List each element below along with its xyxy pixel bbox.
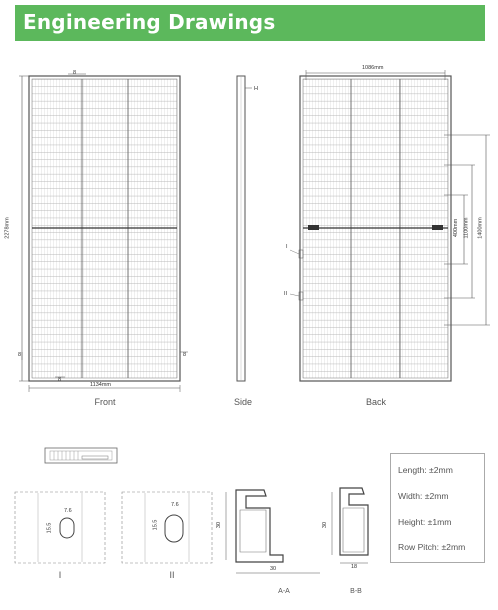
tolerance-box <box>390 453 485 563</box>
detail-ii-slot-width: 7.6 <box>171 502 179 508</box>
detail-i-slot-height: 15.5 <box>46 522 53 534</box>
section-bb-label: B-B <box>350 588 362 595</box>
tolerance-row-pitch: Row Pitch: ±2mm <box>398 542 466 552</box>
section-aa-height: 30 <box>216 521 223 529</box>
section-a-a <box>226 490 320 573</box>
back-view-label: Back <box>365 397 386 407</box>
detail-i-label: I <box>58 570 62 580</box>
front-view <box>19 74 188 392</box>
detail-i <box>15 492 105 563</box>
detail-ii-label: II <box>169 570 175 580</box>
back-width-label: 1086mm <box>362 65 384 71</box>
back-marker-ii: II <box>284 291 288 297</box>
front-right-marker: 8 <box>183 352 187 358</box>
back-marker-i: I <box>286 244 288 250</box>
front-bottom-marker: 8 <box>58 377 62 383</box>
junction-box <box>45 448 117 463</box>
section-b-b <box>332 488 368 563</box>
tolerance-length: Length: ±2mm <box>398 465 453 475</box>
mount-1400-label: 1400mm <box>477 217 484 239</box>
mount-1100-label: 1100mm <box>463 217 470 239</box>
section-aa-depth: 30 <box>270 566 277 572</box>
front-length-label: 2278mm <box>4 217 11 239</box>
section-bb-depth: 18 <box>351 564 358 570</box>
tolerance-width: Width: ±2mm <box>398 491 449 501</box>
section-bb-height: 30 <box>322 521 329 529</box>
back-view <box>290 70 490 381</box>
side-view <box>237 76 252 381</box>
mount-400-label: 400mm <box>453 218 460 238</box>
detail-ii <box>122 492 212 563</box>
side-view-label: Side <box>233 397 252 407</box>
side-h-marker: H <box>254 86 258 92</box>
page-title: Engineering Drawings <box>23 10 276 34</box>
tolerance-height: Height: ±1mm <box>398 517 452 527</box>
detail-i-slot-width: 7.6 <box>64 508 72 514</box>
section-aa-label: A-A <box>278 588 290 595</box>
front-view-label: Front <box>94 397 116 407</box>
front-top-marker: 8 <box>73 70 77 76</box>
front-width-label: 1134mm <box>90 382 111 388</box>
front-left-marker: 8 <box>18 352 22 358</box>
detail-ii-slot-height: 15.5 <box>152 519 159 531</box>
